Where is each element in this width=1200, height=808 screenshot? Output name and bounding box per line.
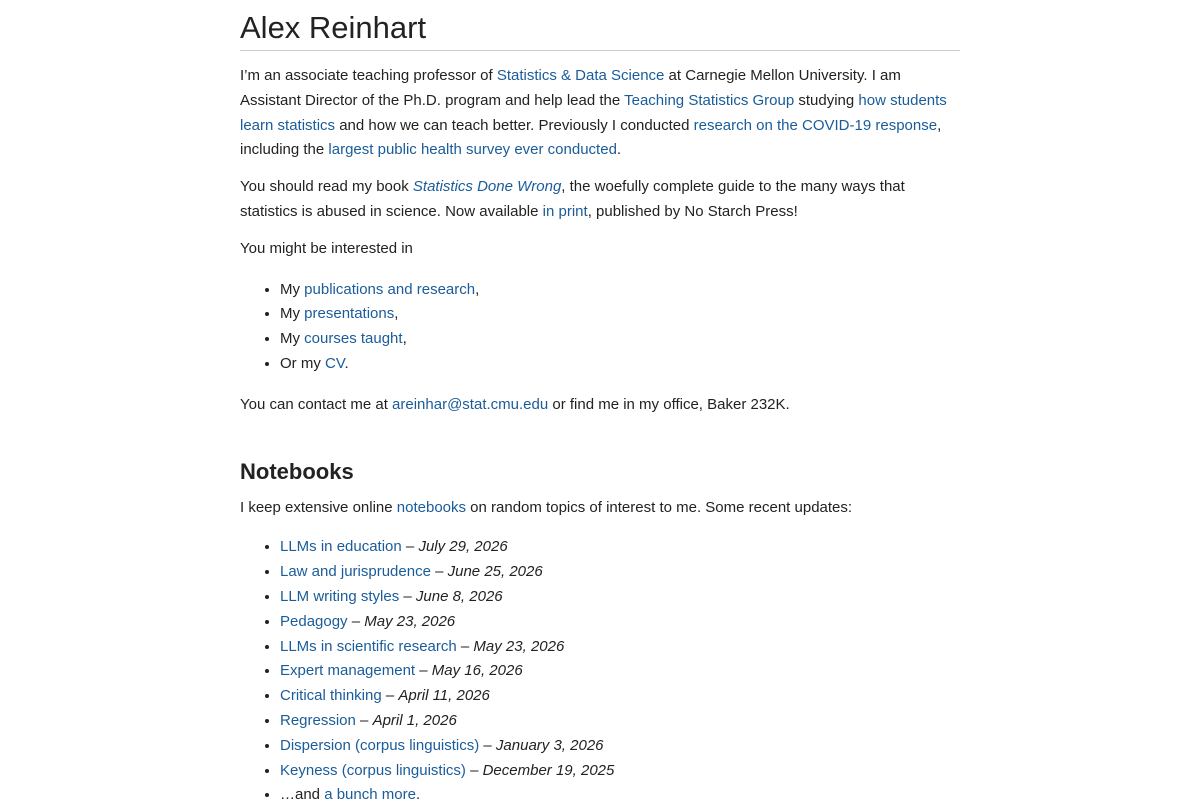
book-title: Statistics Done Wrong [412,178,562,196]
list-item [280,709,960,734]
list-item [280,734,960,759]
book-paragraph [240,175,960,225]
notebook-link[interactable]: Expert management [280,662,416,680]
link-email[interactable]: areinhar@stat.cmu.edu [392,395,549,413]
notebook-link[interactable]: LLM writing styles [280,587,400,605]
link-how-students-learn[interactable]: how students learn statistics [240,91,947,134]
notebook-date: May 23, 2026 [473,637,565,655]
date-separator: – [399,587,416,605]
intro-text: and how we can teach better. Previously I conducted [335,116,694,134]
list-item [280,684,960,709]
notebook-link[interactable]: LLMs in education [280,538,402,556]
item-suffix: , [394,305,399,323]
contact-text: or find me in my office, Baker 232K. [548,395,790,413]
date-separator: – [430,563,448,581]
date-separator: – [479,736,496,754]
link-book-title[interactable] [413,178,561,195]
list-item [280,327,960,352]
date-separator: – [347,612,365,630]
list-item [280,535,960,560]
notebooks-heading: Notebooks [240,458,354,484]
interest-list [240,278,960,377]
date-separator: – [456,637,474,655]
page-content [240,0,960,808]
item-suffix: , [475,280,480,298]
item-prefix: Or my [280,354,325,372]
notebooks-paragraph [240,496,960,521]
link-notebooks[interactable]: notebooks [396,498,467,516]
notebook-date: May 23, 2026 [364,612,456,630]
notebook-date: December 19, 2025 [482,761,615,779]
intro-paragraph [240,64,960,163]
date-separator: – [415,662,432,680]
list-item [280,759,960,784]
intro-text: , including the [240,116,942,159]
date-separator: – [355,711,373,729]
intro-text: studying [794,91,859,109]
notebook-link[interactable]: Keyness (corpus linguistics) [280,761,466,779]
link-publications[interactable]: publications and research [304,280,476,298]
notebook-link[interactable]: Pedagogy [280,612,348,630]
link-courses[interactable]: courses taught [304,330,403,348]
more-suffix: . [415,786,421,804]
intro-text: . [616,141,622,159]
item-prefix: My [280,280,305,298]
notebook-link[interactable]: Dispersion (corpus linguistics) [280,736,480,754]
link-largest-survey[interactable]: largest public health survey ever conducted [328,141,617,159]
notebook-date: July 29, 2026 [418,538,508,556]
notebook-date: April 1, 2026 [372,711,457,729]
notebooks-text: on random topics of interest to me. Some recent updates: [466,498,853,516]
notebook-date: May 16, 2026 [431,662,523,680]
list-item [280,659,960,684]
date-separator: – [401,538,419,556]
notebook-date: June 25, 2026 [447,563,543,581]
list-item [280,302,960,327]
link-statistics-data-science[interactable]: Statistics & Data Science [496,67,665,84]
link-presentations[interactable]: presentations [304,305,395,323]
more-prefix: …and [280,786,325,804]
notebook-link[interactable]: Law and jurisprudence [280,563,431,581]
contact-paragraph [240,393,960,418]
interest-intro: You might be interested in [240,239,413,257]
list-item [280,783,960,808]
list-item [280,585,960,610]
book-text: , the woefully complete guide to the many ways that statistics is abused in science. Now available [240,178,905,220]
link-in-print[interactable]: in print [542,202,588,220]
link-cv[interactable]: CV [325,354,345,372]
book-text: You should read my book [240,178,413,196]
link-covid-research[interactable]: research on the COVID-19 response [693,116,938,134]
list-item [280,610,960,635]
list-item [280,278,960,303]
item-suffix: . [344,354,349,372]
notebook-date: April 11, 2026 [398,687,490,705]
notebook-date: June 8, 2026 [415,587,503,605]
notebook-updates-list [240,535,960,808]
notebook-date: January 3, 2026 [495,736,604,754]
notebook-link[interactable]: LLMs in scientific research [280,637,457,655]
date-separator: – [381,687,399,705]
list-item [280,560,960,585]
contact-text: You can contact me at [240,395,393,413]
notebook-link[interactable]: Regression [280,711,356,729]
link-bunch-more[interactable]: a bunch more [324,786,416,804]
list-item [280,635,960,660]
notebooks-text: I keep extensive online [240,498,397,516]
link-teaching-statistics-group[interactable]: Teaching Statistics Group [624,91,795,109]
intro-text: at Carnegie Mellon University. I am Assistant Director of the Ph.D. program and help lead the [240,67,901,109]
item-suffix: , [402,330,407,348]
book-text: , published by No Starch Press! [587,202,798,220]
intro-text: I’m an associate teaching professor of [240,67,497,84]
page-title: Alex Reinhart [240,10,960,51]
item-prefix: My [280,330,305,348]
item-prefix: My [280,305,305,323]
notebook-link[interactable]: Critical thinking [280,687,382,705]
date-separator: – [465,761,483,779]
list-item [280,352,960,377]
